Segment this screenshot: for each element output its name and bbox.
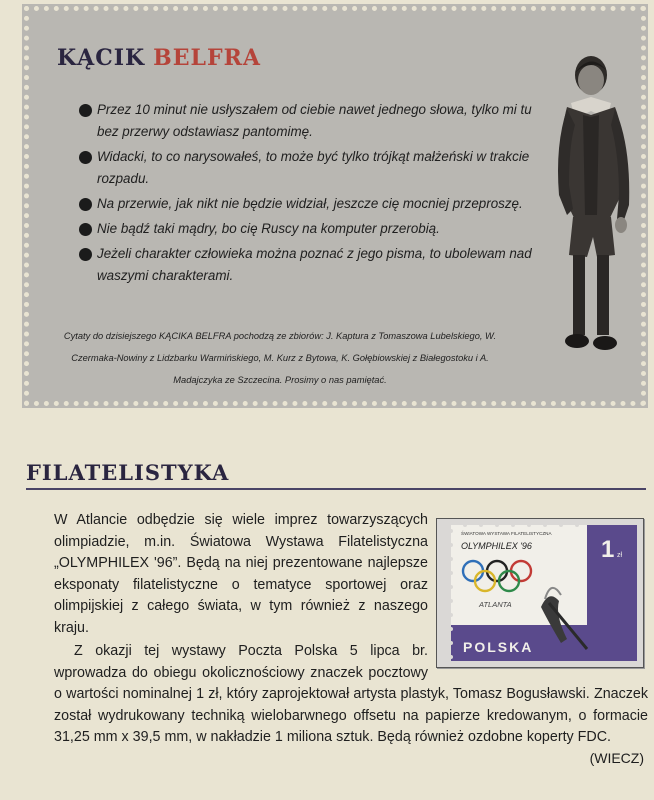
quote-item [79, 243, 549, 287]
stamp-city: ATLANTA [479, 600, 512, 609]
author-signature: (WIECZ) [589, 750, 644, 766]
section-divider [26, 488, 646, 490]
stamp-country: POLSKA [463, 639, 534, 655]
quote-text: Przez 10 minut nie usłyszałem od ciebie nawet jednego słowa, tylko mi tu bez przerwy odstawiasz pantomimę. [97, 102, 532, 139]
section-title: FILATELISTYKA [26, 460, 230, 485]
stamp-value-unit: zł [617, 552, 623, 559]
quote-text: Na przerwie, jak nikt nie będzie widział, jeszcze cię mocniej przeproszę. [97, 196, 523, 211]
quote-text: Nie bądź taki mądry, bo cię Ruscy na komputer przerobią. [97, 221, 440, 236]
stamp-photo [436, 518, 644, 668]
quote-text: Widacki, to co narysowałeś, to może być tylko trójkąt małżeński w trakcie rozpadu. [97, 149, 530, 186]
bullet-icon [79, 198, 92, 211]
bullet-icon [79, 151, 92, 164]
kacik-title [57, 45, 261, 71]
olymphilex-stamp-icon [437, 519, 643, 667]
quote-item [79, 99, 549, 143]
quote-text: Jeżeli charakter człowieka można poznać z jego pisma, to ubolewam nad waszymi charakterami. [97, 246, 532, 283]
article-paragraph-2: Z okazji tej wystawy Poczta Polska 5 lipca br. wprowadza do obiegu okolicznościowy znaczek pocztowy o wartości nominalnej 1 zł, który zaprojektował artysta plastyk, Tomasz Bogusławski. Znaczek został wydrukowany techniką wielobarwnego offsetu na papierze kredowanym, o formacie 31,25 mm x 39,5 mm, w nakładzie 1 miliona sztuk. Będą również ozdobne koperty FDC. [54, 643, 648, 745]
kacik-belfra-box [24, 6, 646, 406]
bullet-icon [79, 248, 92, 261]
quotes-credits: Cytaty do dzisiejszego KĄCIKA BELFRA pochodzą ze zbiorów: J. Kaptura z Tomaszowa Lubelskiego, W. Czermaka-Nowiny z Lidzbarku Warmińskiego, M. Kurz z Bytowa, K. Gołębiowskiej z Białegostoku i A. Madajczyka ze Szczecina. Prosimy o nas pamiętać. [63, 331, 497, 385]
kacik-title-part1: KĄCIK [57, 45, 146, 71]
quote-item [79, 218, 549, 240]
kacik-title-part2: BELFRA [153, 45, 261, 71]
boy-illustration-icon [539, 45, 649, 365]
quote-item [79, 146, 549, 190]
bullet-icon [79, 104, 92, 117]
stamp-top-text: ŚWIATOWA WYSTAWA FILATELISTYCZNA [461, 531, 552, 536]
stamp-value: 1 [601, 536, 615, 563]
stamp-event: OLYMPHILEX '96 [461, 541, 532, 551]
article-paragraph-1: W Atlancie odbędzie się wiele imprez towarzyszących olimpiadzie, m.in. Światowa Wystawa Filatelistyczna „OLYMPHILEX '96”. Będą na niej prezentowane najlepsze eksponaty filatelistyczne o tematyce sportowej oraz olimpijskiej z całego świata, w tym również z naszego kraju. [54, 512, 428, 636]
quote-item [79, 193, 549, 215]
quote-list [79, 99, 549, 290]
bullet-icon [79, 223, 92, 236]
